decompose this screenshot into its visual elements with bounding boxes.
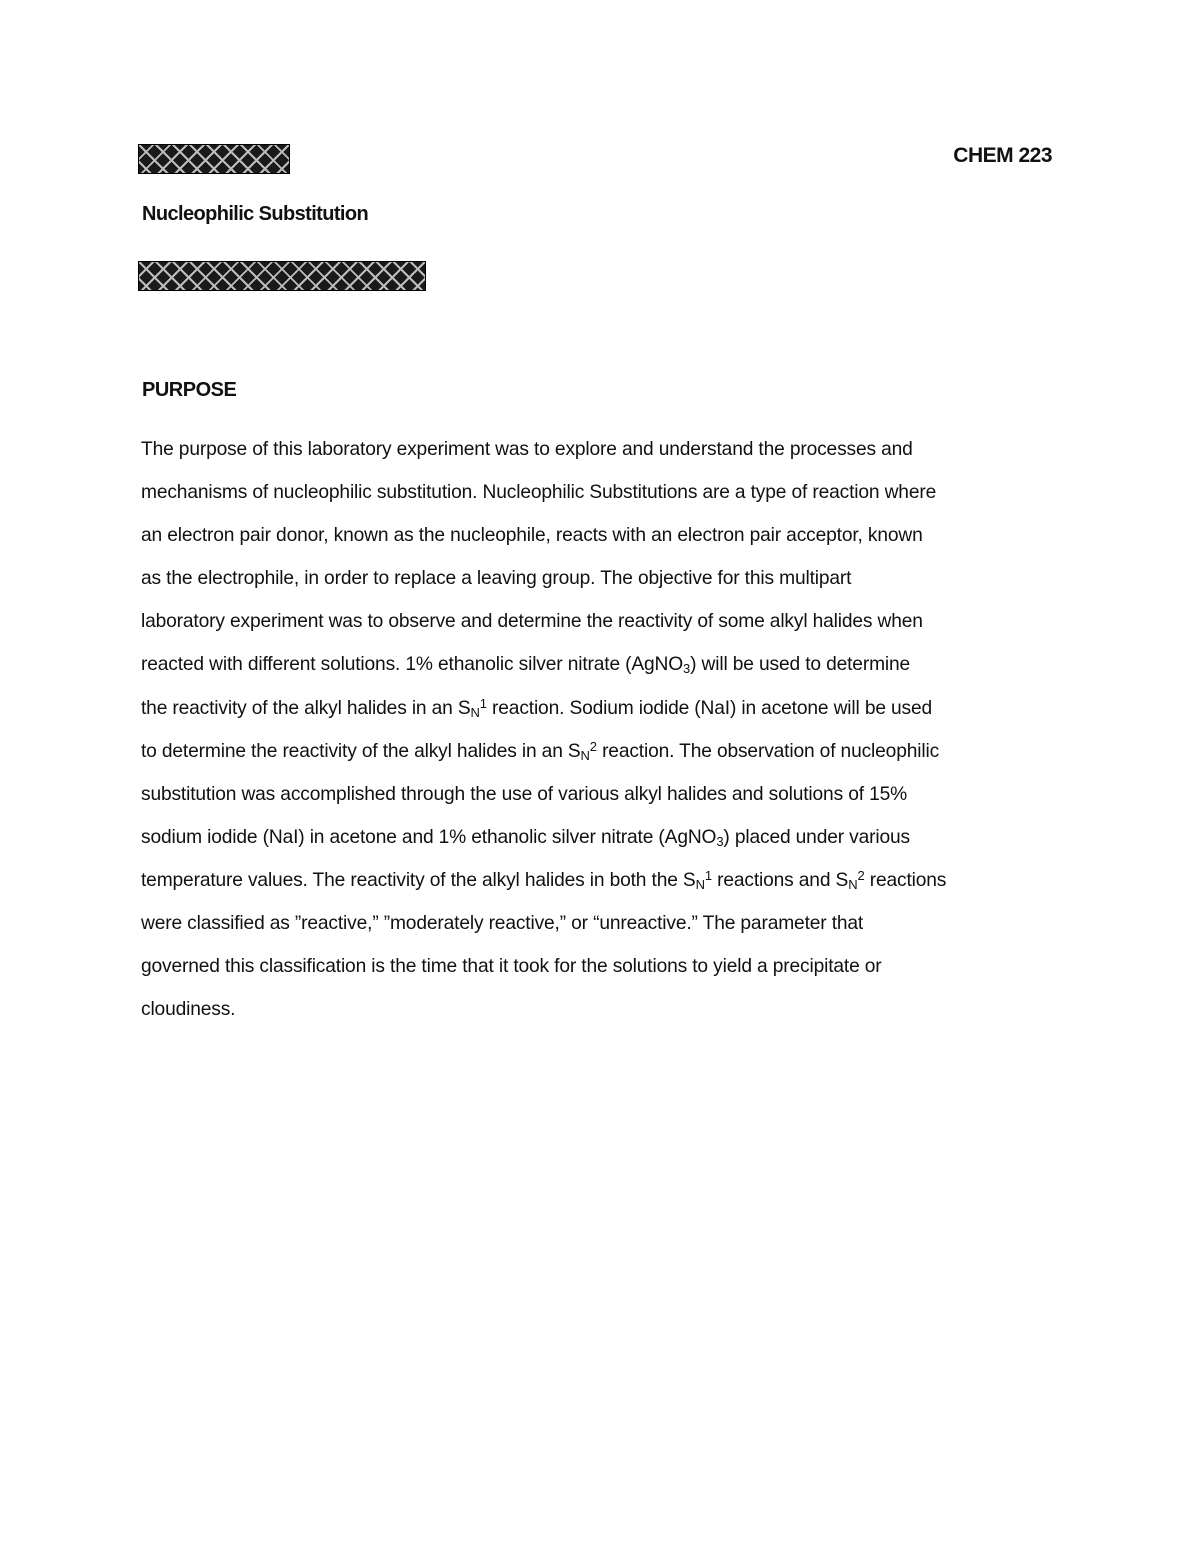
text-run: ) will be used to determine	[690, 654, 911, 676]
section-heading-purpose: PURPOSE	[142, 379, 237, 401]
purpose-line	[141, 600, 1061, 643]
text-run: mechanisms of nucleophilic substitution. Nucleophilic Substitutions are a type of reaction where	[141, 482, 937, 504]
text-run: reactions	[864, 869, 947, 891]
text-run: ) placed under various	[723, 826, 910, 848]
purpose-line	[141, 557, 1061, 600]
text-run: reacted with different solutions. 1% ethanolic silver nitrate (AgNO	[141, 654, 684, 676]
text-run: reactions and S	[711, 869, 849, 891]
subscript: N	[580, 747, 590, 763]
purpose-line	[141, 945, 1061, 988]
redacted-student-name	[138, 144, 290, 174]
superscript: 1	[479, 695, 487, 711]
text-run: cloudiness.	[141, 999, 236, 1021]
purpose-line	[141, 902, 1061, 945]
subscript: N	[848, 876, 858, 892]
purpose-line	[141, 471, 1061, 514]
superscript: 1	[704, 867, 712, 883]
subscript: 3	[683, 661, 691, 677]
purpose-line	[141, 428, 1061, 471]
text-run: substitution was accomplished through the use of various alkyl halides and solutions of 15%	[141, 783, 908, 805]
text-run: governed this classification is the time that it took for the solutions to yield a precipitate or	[141, 956, 882, 978]
subscript: 3	[716, 833, 724, 849]
text-run: as the electrophile, in order to replace a leaving group. The objective for this multipart	[141, 568, 852, 590]
subscript: N	[695, 876, 705, 892]
purpose-paragraph	[141, 428, 1061, 1031]
text-run: the reactivity of the alkyl halides in an S	[141, 697, 471, 719]
purpose-line	[141, 643, 1061, 686]
text-run: were classified as ”reactive,” ”moderately reactive,” or “unreactive.” The parameter that	[141, 913, 864, 935]
purpose-line	[141, 988, 1061, 1031]
subscript: N	[470, 704, 480, 720]
report-title: Nucleophilic Substitution	[142, 203, 369, 225]
text-run: temperature values. The reactivity of the alkyl halides in both the S	[141, 869, 696, 891]
course-code: CHEM 223	[953, 144, 1052, 167]
superscript: 2	[857, 867, 865, 883]
purpose-line	[141, 859, 1061, 902]
purpose-line	[141, 687, 1061, 730]
redacted-info	[138, 261, 426, 291]
text-run: The purpose of this laboratory experiment was to explore and understand the processes and	[141, 439, 913, 460]
purpose-line	[141, 773, 1061, 816]
purpose-line	[141, 730, 1061, 773]
text-run: to determine the reactivity of the alkyl halides in an S	[141, 740, 581, 762]
text-run: laboratory experiment was to observe and determine the reactivity of some alkyl halides when	[141, 611, 923, 633]
text-run: reaction. Sodium iodide (NaI) in acetone will be used	[486, 697, 933, 719]
text-run: sodium iodide (NaI) in acetone and 1% ethanolic silver nitrate (AgNO	[141, 826, 717, 848]
purpose-line	[141, 816, 1061, 859]
purpose-line	[141, 514, 1061, 557]
text-run: reaction. The observation of nucleophilic	[596, 740, 940, 762]
text-run: an electron pair donor, known as the nucleophile, reacts with an electron pair acceptor, known	[141, 525, 923, 547]
superscript: 2	[589, 738, 597, 754]
